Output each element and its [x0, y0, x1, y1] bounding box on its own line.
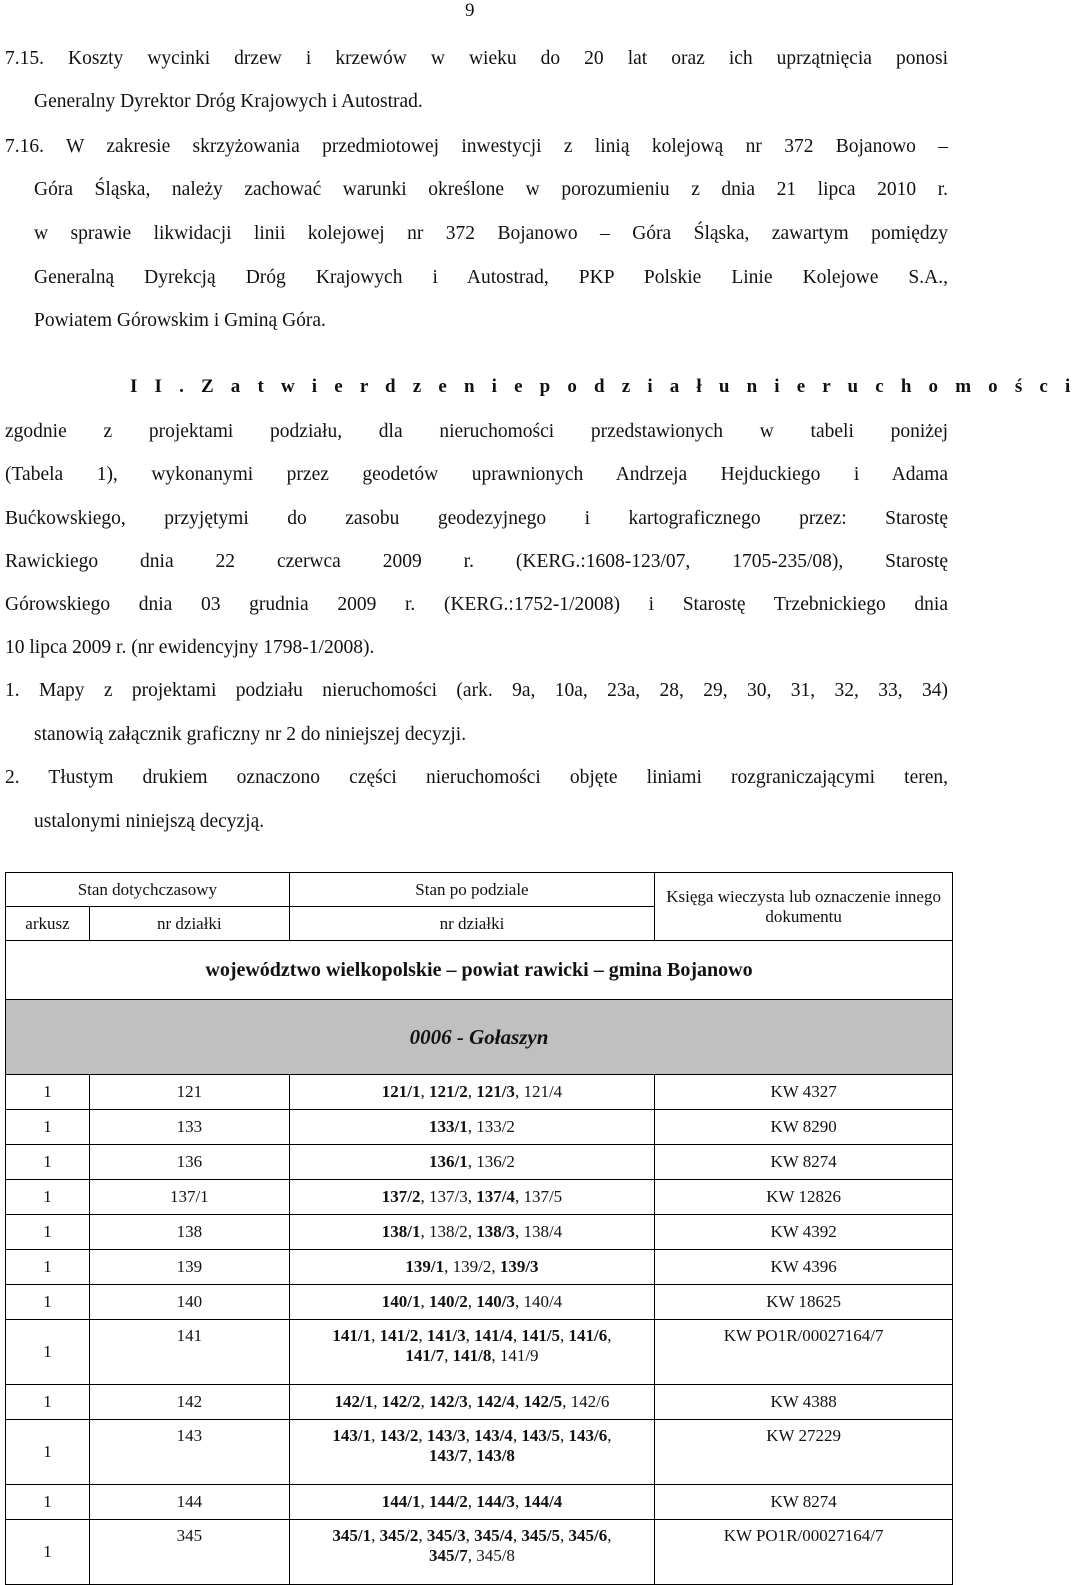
region-row: województwo wielkopolskie – powiat rawicki – gmina Bojanowo [6, 941, 953, 1000]
section-heading: I I . Z a t w i e r d z e n i e p o d z i a ł u n i e r u c h o m o ś c i [130, 376, 1076, 397]
cell-plot-before: 345 [89, 1520, 289, 1585]
plot-number: 139/1 [405, 1257, 445, 1276]
plot-number: 144/4 [523, 1492, 563, 1511]
item-7-16-line-2: Góra Śląska, należy zachować warunki określone w porozumieniu z dnia 21 lipca 2010 r. [34, 179, 948, 200]
plot-number: 140/3 [476, 1292, 515, 1311]
item-number: 7.15. [5, 48, 44, 69]
cell-sheet: 1 [6, 1285, 90, 1320]
intro-line-5: Górowskiego dnia 03 grudnia 2009 r. (KERG.:1752-1/2008) i Starostę Trzebnickiego dnia [5, 594, 948, 615]
plot-number: 142/2 [381, 1392, 421, 1411]
plot-number: 141/8 [452, 1346, 492, 1365]
cell-plot-before: 142 [89, 1385, 289, 1420]
cell-register: KW 4327 [655, 1075, 953, 1110]
plot-number: 143/1 [332, 1426, 372, 1445]
plot-number: 137/3 [428, 1187, 468, 1206]
plot-number: 144/1 [381, 1492, 421, 1511]
cell-sheet: 1 [6, 1180, 90, 1215]
header-before: Stan dotychczasowy [6, 873, 290, 907]
cell-register: KW 18625 [655, 1285, 953, 1320]
item-7-16-line-1 [5, 125, 948, 168]
cell-plots-after: 121/1, 121/2, 121/3, 121/4 [289, 1075, 655, 1110]
plot-number: 143/6 [568, 1426, 608, 1445]
plot-number: 140/4 [523, 1292, 563, 1311]
cell-plot-before: 133 [89, 1110, 289, 1145]
cell-register: KW PO1R/00027164/7 [655, 1320, 953, 1385]
plot-number: 139/2 [452, 1257, 492, 1276]
header-plot-after: nr działki [289, 907, 655, 941]
page-number: 9 [465, 0, 475, 21]
header-sheet: arkusz [6, 907, 90, 941]
cell-plots-after: 137/2, 137/3, 137/4, 137/5 [289, 1180, 655, 1215]
intro-line-3: Bućkowskiego, przyjętymi do zasobu geodezyjnego i kartograficznego przez: Starostę [5, 508, 948, 529]
cell-plot-before: 137/1 [89, 1180, 289, 1215]
table-row [6, 1420, 953, 1485]
table-row [6, 1520, 953, 1585]
plot-number: 141/6 [568, 1326, 608, 1345]
parcel-rows [6, 1075, 953, 1585]
plot-number: 143/3 [426, 1426, 466, 1445]
plot-number: 140/2 [428, 1292, 468, 1311]
plot-number: 136/2 [476, 1152, 515, 1171]
header-register: Księga wieczysta lub oznaczenie innego dokumentu [655, 873, 953, 941]
note-2-line-2: ustalonymi niniejszą decyzją. [34, 811, 265, 832]
item-7-15-line-1 [5, 37, 948, 80]
cell-plots-after: 143/1, 143/2, 143/3, 143/4, 143/5, 143/6, 143/7, 143/8 [289, 1420, 655, 1485]
plot-number: 138/1 [381, 1222, 421, 1241]
table-row [6, 1320, 953, 1385]
cell-plots-after: 141/1, 141/2, 141/3, 141/4, 141/5, 141/6, 141/7, 141/8, 141/9 [289, 1320, 655, 1385]
item-number: 7.16. [5, 136, 44, 157]
cell-sheet: 1 [6, 1075, 90, 1110]
item-7-15-line-2: Generalny Dyrektor Dróg Krajowych i Autostrad. [34, 91, 423, 112]
cell-sheet: 1 [6, 1250, 90, 1285]
plot-number: 142/6 [570, 1392, 610, 1411]
cell-sheet: 1 [6, 1215, 90, 1250]
plot-number: 142/3 [428, 1392, 468, 1411]
plot-number: 345/7 [428, 1546, 468, 1565]
plot-number: 138/2 [428, 1222, 468, 1241]
cell-register: KW 4392 [655, 1215, 953, 1250]
intro-line-1: zgodnie z projektami podziału, dla nieruchomości przedstawionych w tabeli poniżej [5, 421, 948, 442]
table-row [6, 1110, 953, 1145]
plot-number: 141/2 [379, 1326, 419, 1345]
plot-number: 133/1 [428, 1117, 468, 1136]
cell-sheet: 1 [6, 1320, 90, 1385]
cell-plot-before: 136 [89, 1145, 289, 1180]
item-7-16-line-3: w sprawie likwidacji linii kolejowej nr 372 Bojanowo – Góra Śląska, zawartym pomiędzy [34, 223, 948, 244]
plot-number: 133/2 [476, 1117, 515, 1136]
table-row [6, 1145, 953, 1180]
cell-register: KW 8274 [655, 1485, 953, 1520]
plot-number: 137/2 [381, 1187, 421, 1206]
cell-plots-after: 144/1, 144/2, 144/3, 144/4 [289, 1485, 655, 1520]
item-text: W zakresie skrzyżowania przedmiotowej inwestycji z linią kolejową nr 372 Bojanowo – [65, 136, 949, 157]
table-row [6, 1250, 953, 1285]
cell-sheet: 1 [6, 1110, 90, 1145]
plot-number: 141/1 [332, 1326, 372, 1345]
cell-register: KW 12826 [655, 1180, 953, 1215]
plot-number: 142/1 [334, 1392, 374, 1411]
plot-number: 142/4 [476, 1392, 515, 1411]
plot-number: 136/1 [428, 1152, 468, 1171]
intro-line-2: (Tabela 1), wykonanymi przez geodetów uprawnionych Andrzeja Hejduckiego i Adama [5, 464, 948, 485]
cell-plots-after: 138/1, 138/2, 138/3, 138/4 [289, 1215, 655, 1250]
cell-plots-after: 142/1, 142/2, 142/3, 142/4, 142/5, 142/6 [289, 1385, 655, 1420]
cell-register: KW 27229 [655, 1420, 953, 1485]
header-plot-before: nr działki [89, 907, 289, 941]
plot-number: 143/7 [428, 1446, 468, 1465]
cell-register: KW PO1R/00027164/7 [655, 1520, 953, 1585]
plot-number: 121/1 [381, 1082, 421, 1101]
plot-number: 142/5 [523, 1392, 563, 1411]
table-row [6, 1285, 953, 1320]
cell-plots-after: 140/1, 140/2, 140/3, 140/4 [289, 1285, 655, 1320]
cell-register: KW 4396 [655, 1250, 953, 1285]
note-1-line-1 [5, 669, 948, 712]
plot-number: 121/2 [428, 1082, 468, 1101]
cell-plot-before: 121 [89, 1075, 289, 1110]
intro-line-4: Rawickiego dnia 22 czerwca 2009 r. (KERG.:1608-123/07, 1705-235/08), Starostę [5, 551, 948, 572]
cell-sheet: 1 [6, 1145, 90, 1180]
note-2-line-1 [5, 756, 948, 799]
plot-number: 137/5 [523, 1187, 563, 1206]
plot-number: 345/1 [332, 1526, 372, 1545]
cell-register: KW 8290 [655, 1110, 953, 1145]
plot-number: 143/5 [521, 1426, 561, 1445]
cell-sheet: 1 [6, 1385, 90, 1420]
cell-sheet: 1 [6, 1520, 90, 1585]
plot-number: 345/2 [379, 1526, 419, 1545]
cell-register: KW 4388 [655, 1385, 953, 1420]
plot-number: 143/8 [476, 1446, 515, 1465]
cell-register: KW 8274 [655, 1145, 953, 1180]
plot-number: 144/2 [428, 1492, 468, 1511]
cell-plot-before: 140 [89, 1285, 289, 1320]
plot-number: 141/3 [426, 1326, 466, 1345]
plot-number: 345/6 [568, 1526, 608, 1545]
plot-number: 141/4 [474, 1326, 513, 1345]
plot-number: 138/3 [476, 1222, 515, 1241]
table-row [6, 1075, 953, 1110]
parcel-table [5, 872, 953, 1585]
table-row [6, 1385, 953, 1420]
note-number: 2. [5, 767, 20, 788]
plot-number: 345/8 [476, 1546, 515, 1565]
cell-plot-before: 144 [89, 1485, 289, 1520]
plot-number: 143/2 [379, 1426, 419, 1445]
plot-number: 141/9 [499, 1346, 539, 1365]
cell-plots-after: 133/1, 133/2 [289, 1110, 655, 1145]
place-row: 0006 - Gołaszyn [6, 1000, 953, 1075]
note-1-line-2: stanowią załącznik graficzny nr 2 do niniejszej decyzji. [34, 724, 467, 745]
table-row [6, 1215, 953, 1250]
cell-plot-before: 138 [89, 1215, 289, 1250]
plot-number: 137/4 [476, 1187, 515, 1206]
plot-number: 141/5 [521, 1326, 561, 1345]
note-text: Mapy z projektami podziału nieruchomości (ark. 9a, 10a, 23a, 28, 29, 30, 31, 32, 33, 34) [39, 680, 949, 701]
header-after: Stan po podziale [289, 873, 655, 907]
table-row [6, 1180, 953, 1215]
cell-plots-after: 136/1, 136/2 [289, 1145, 655, 1180]
plot-number: 345/5 [521, 1526, 561, 1545]
plot-number: 140/1 [381, 1292, 421, 1311]
table-row [6, 1485, 953, 1520]
cell-sheet: 1 [6, 1485, 90, 1520]
note-number: 1. [5, 680, 20, 701]
cell-plot-before: 141 [89, 1320, 289, 1385]
cell-plots-after: 345/1, 345/2, 345/3, 345/4, 345/5, 345/6, 345/7, 345/8 [289, 1520, 655, 1585]
plot-number: 121/3 [476, 1082, 515, 1101]
item-7-16-line-5: Powiatem Górowskim i Gminą Góra. [34, 310, 326, 331]
cell-plot-before: 143 [89, 1420, 289, 1485]
note-text: Tłustym drukiem oznaczono części nieruchomości objęte liniami rozgraniczającymi teren, [48, 767, 949, 788]
plot-number: 345/4 [474, 1526, 513, 1545]
item-text: Koszty wycinki drzew i krzewów w wieku do 20 lat oraz ich uprzątnięcia ponosi [68, 48, 948, 69]
plot-number: 138/4 [523, 1222, 563, 1241]
plot-number: 121/4 [523, 1082, 563, 1101]
intro-line-6: 10 lipca 2009 r. (nr ewidencyjny 1798-1/2008). [5, 637, 375, 658]
plot-number: 141/7 [405, 1346, 445, 1365]
plot-number: 144/3 [476, 1492, 515, 1511]
cell-plot-before: 139 [89, 1250, 289, 1285]
plot-number: 139/3 [499, 1257, 539, 1276]
cell-sheet: 1 [6, 1420, 90, 1485]
plot-number: 143/4 [474, 1426, 513, 1445]
item-7-16-line-4: Generalną Dyrekcją Dróg Krajowych i Autostrad, PKP Polskie Linie Kolejowe S.A., [34, 267, 948, 288]
cell-plots-after: 139/1, 139/2, 139/3 [289, 1250, 655, 1285]
plot-number: 345/3 [426, 1526, 466, 1545]
